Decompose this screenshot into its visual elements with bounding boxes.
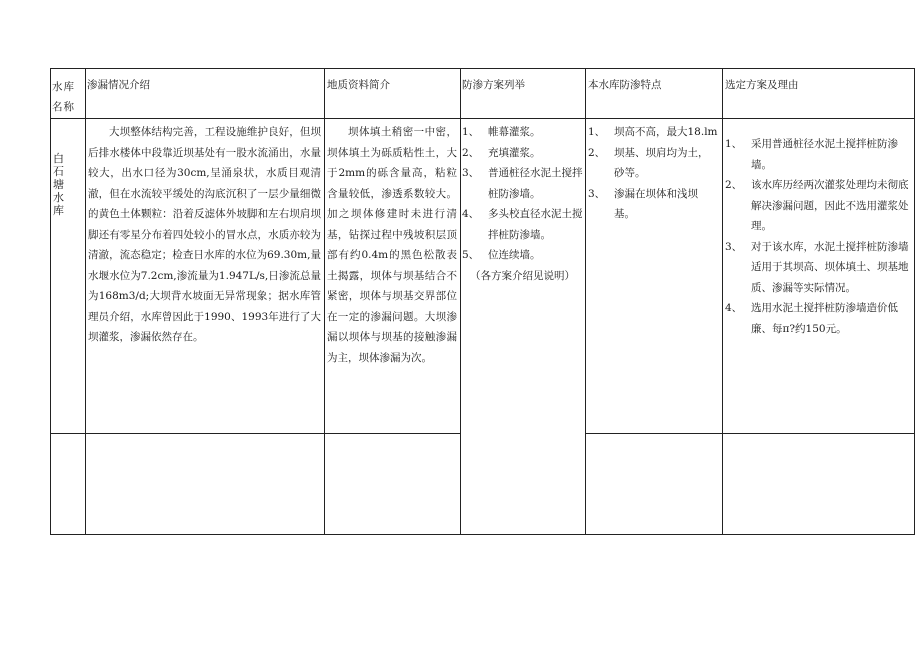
schemes-cell	[462, 122, 583, 286]
row-divider	[50, 433, 460, 434]
col-divider	[722, 68, 723, 535]
header-choice: 选定方案及理由	[725, 79, 799, 91]
geology-description: 坝体填土稍密一中密，坝体填土为砾质粘性土，大于2mm的砾含量高，粘粒含量较低，渗透系数较大。加之坝体修建时未进行清基，钻探过程中残坡积层顶部有约0.4m的黑色松散表土揭露，坝体与坝基结合不紧密，坝体与坝基交界部位在一定的渗漏问题。大坝渗漏以坝体与坝基的接触渗漏为主，坝体渗漏为次。	[327, 126, 457, 364]
list-item: 1、 帷幕灌浆。	[462, 126, 541, 138]
list-item: 3、 对于该水库，水泥土搅拌桩防渗墙适用于其坝高、坝体填土、坝基地质、渗漏等实际情况。	[725, 240, 909, 294]
col-border-left	[50, 68, 51, 535]
col-divider	[585, 68, 586, 535]
col-border-right	[914, 68, 915, 535]
list-item: 3、 渗漏在坝体和浅坝基。	[588, 187, 698, 220]
header-row-divider	[50, 118, 915, 119]
table-top-border	[50, 68, 915, 69]
features-cell	[588, 122, 718, 225]
list-item: 4、 选用水泥土搅拌桩防渗墙造价低廉、每π?约150元。	[725, 302, 898, 335]
list-item: 2、 充填灌浆。	[462, 146, 541, 159]
reservoir-name-cell: 白石塘水库	[53, 152, 64, 217]
list-item: 2、 坝基、坝肩均为土，砂等。	[588, 146, 709, 179]
list-item: 2、 该水库历经两次灌浆处理均未彻底解决渗漏问题，因此不选用灌浆处理。	[725, 179, 909, 232]
col-divider	[324, 68, 325, 535]
header-features: 本水库防渗特点	[588, 79, 662, 91]
row-divider	[585, 433, 915, 434]
schemes-list	[462, 122, 583, 286]
header-geology: 地质资料简介	[327, 79, 390, 91]
list-item: 3、 普通桩径水泥土搅拌桩防渗墙。	[462, 167, 583, 200]
list-item: 5、 位连续墙。	[462, 249, 541, 261]
list-item: 1、 采用普通桩径水泥土搅拌桩防渗墙。	[725, 138, 898, 171]
choice-list	[725, 134, 911, 339]
table-bottom-border	[50, 534, 915, 535]
header-schemes: 防渗方案列举	[462, 79, 525, 91]
col-divider	[85, 68, 86, 535]
list-item: 4、 多头校直径水泥土搅拌桩防渗墙。	[462, 208, 583, 241]
col-divider	[460, 68, 461, 535]
header-leakage: 渗漏情况介绍	[87, 79, 150, 91]
header-reservoir-name: 水库名称	[52, 81, 75, 113]
schemes-note: （各方案介绍见说明）	[470, 269, 575, 282]
choice-cell	[725, 134, 911, 339]
features-list	[588, 122, 718, 225]
list-item: 1、 坝高不高，最大18.lm	[588, 126, 718, 138]
leakage-description: 大坝整体结构完善，工程设施维护良好，但坝后排水楼体中段靠近坝基处有一股水流涌出，水量较大，出水口径为30cm,呈涌泉状，水质目观清澈，但在水流较平缓处的沟底沉积了一层少量细微的黄色土体颗粒：沿着反滤体外坡脚和左右坝肩坝脚还有零星分布着四处较小的冒水点，水质亦较为清澈，流态稳定；检查日水库的水位为69.30m,量水堰水位为7.2cm,渗流量为1.947L/s,日渗流总量为168m3/d;大坝背水坡面无异常现象；据水库管理员介绍，水库曾因此于1990、1993年进行了大坝灌浆，渗漏依然存在。	[88, 126, 321, 343]
